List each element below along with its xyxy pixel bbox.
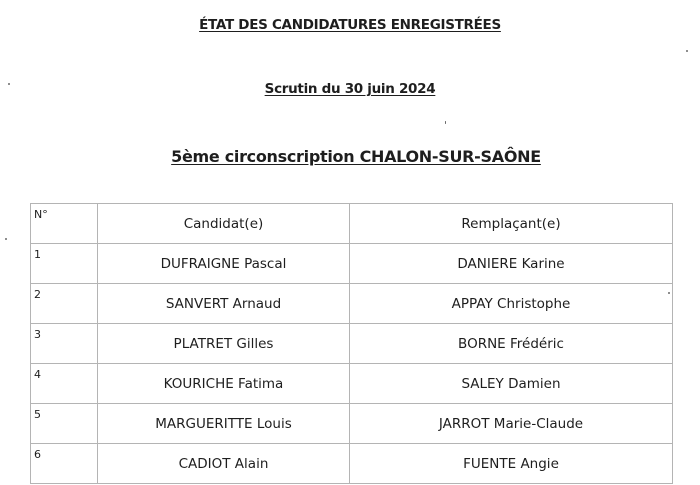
scan-speck — [445, 121, 446, 124]
table-row — [31, 244, 673, 284]
substitute-name: FUENTE Angie — [350, 444, 673, 484]
header-remplacant: Remplaçant(e) — [350, 204, 673, 244]
substitute-name: SALEY Damien — [350, 364, 673, 404]
substitute-name: APPAY Christophe — [350, 284, 673, 324]
substitute-name: BORNE Frédéric — [350, 324, 673, 364]
candidate-name: MARGUERITTE Louis — [98, 404, 350, 444]
table-row — [31, 404, 673, 444]
scan-speck — [686, 50, 688, 52]
row-number: 1 — [31, 244, 98, 284]
row-number: 6 — [31, 444, 98, 484]
row-number: 2 — [31, 284, 98, 324]
scrutin-date: Scrutin du 30 juin 2024 — [264, 81, 436, 97]
table-row — [31, 284, 673, 324]
candidate-name: CADIOT Alain — [98, 444, 350, 484]
circonscription-heading: 5ème circonscription CHALON-SUR-SAÔNE — [171, 147, 541, 166]
scan-speck — [668, 292, 670, 294]
table-row — [31, 444, 673, 484]
substitute-name: DANIERE Karine — [350, 244, 673, 284]
candidates-table — [30, 203, 673, 484]
scan-speck — [5, 238, 7, 240]
candidate-name: PLATRET Gilles — [98, 324, 350, 364]
document-title: ÉTAT DES CANDIDATURES ENREGISTRÉES — [199, 17, 501, 33]
row-number: 3 — [31, 324, 98, 364]
candidate-name: KOURICHE Fatima — [98, 364, 350, 404]
table-row — [31, 364, 673, 404]
substitute-name: JARROT Marie-Claude — [350, 404, 673, 444]
row-number: 4 — [31, 364, 98, 404]
header-no: N° — [31, 204, 98, 244]
candidate-name: DUFRAIGNE Pascal — [98, 244, 350, 284]
candidate-name: SANVERT Arnaud — [98, 284, 350, 324]
table-row — [31, 324, 673, 364]
header-candidat: Candidat(e) — [98, 204, 350, 244]
table-header-row — [31, 204, 673, 244]
row-number: 5 — [31, 404, 98, 444]
scan-speck — [8, 83, 10, 85]
